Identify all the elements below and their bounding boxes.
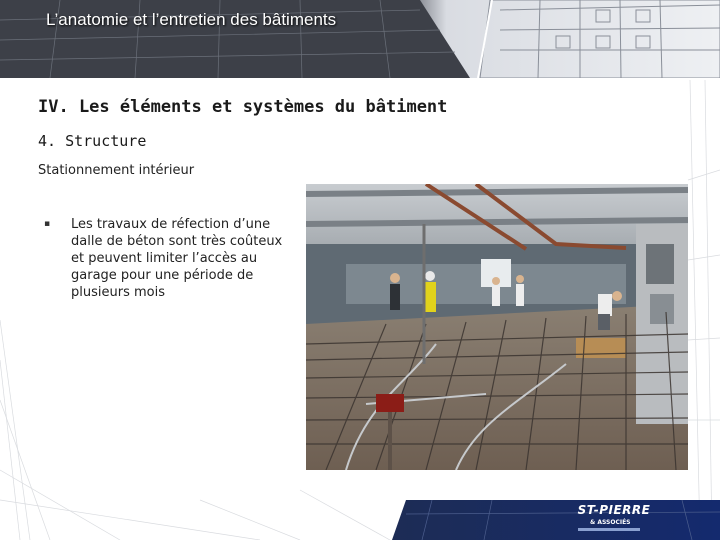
footer-banner <box>392 500 720 540</box>
logo-tagline-bar <box>578 528 640 531</box>
header-banner <box>0 0 720 78</box>
slide-heading: IV. Les éléments et systèmes du bâtiment <box>38 97 448 117</box>
bullet-marker: ▪ <box>44 219 51 229</box>
company-logo-name: ST-PIERRE <box>577 503 651 517</box>
company-logo-sub: & ASSOCIÉS <box>590 519 631 526</box>
garage-construction-photo <box>306 184 688 470</box>
slide-caption: Stationnement intérieur <box>38 163 195 178</box>
bullet-text: Les travaux de réfection d’une dalle de béton sont très coûteux et peuvent limiter l’accès au garage pour une période de plusieurs mois <box>71 217 283 300</box>
presentation-title: L’anatomie et l’entretien des bâtiments <box>46 10 337 29</box>
slide-subheading: 4. Structure <box>38 132 147 150</box>
